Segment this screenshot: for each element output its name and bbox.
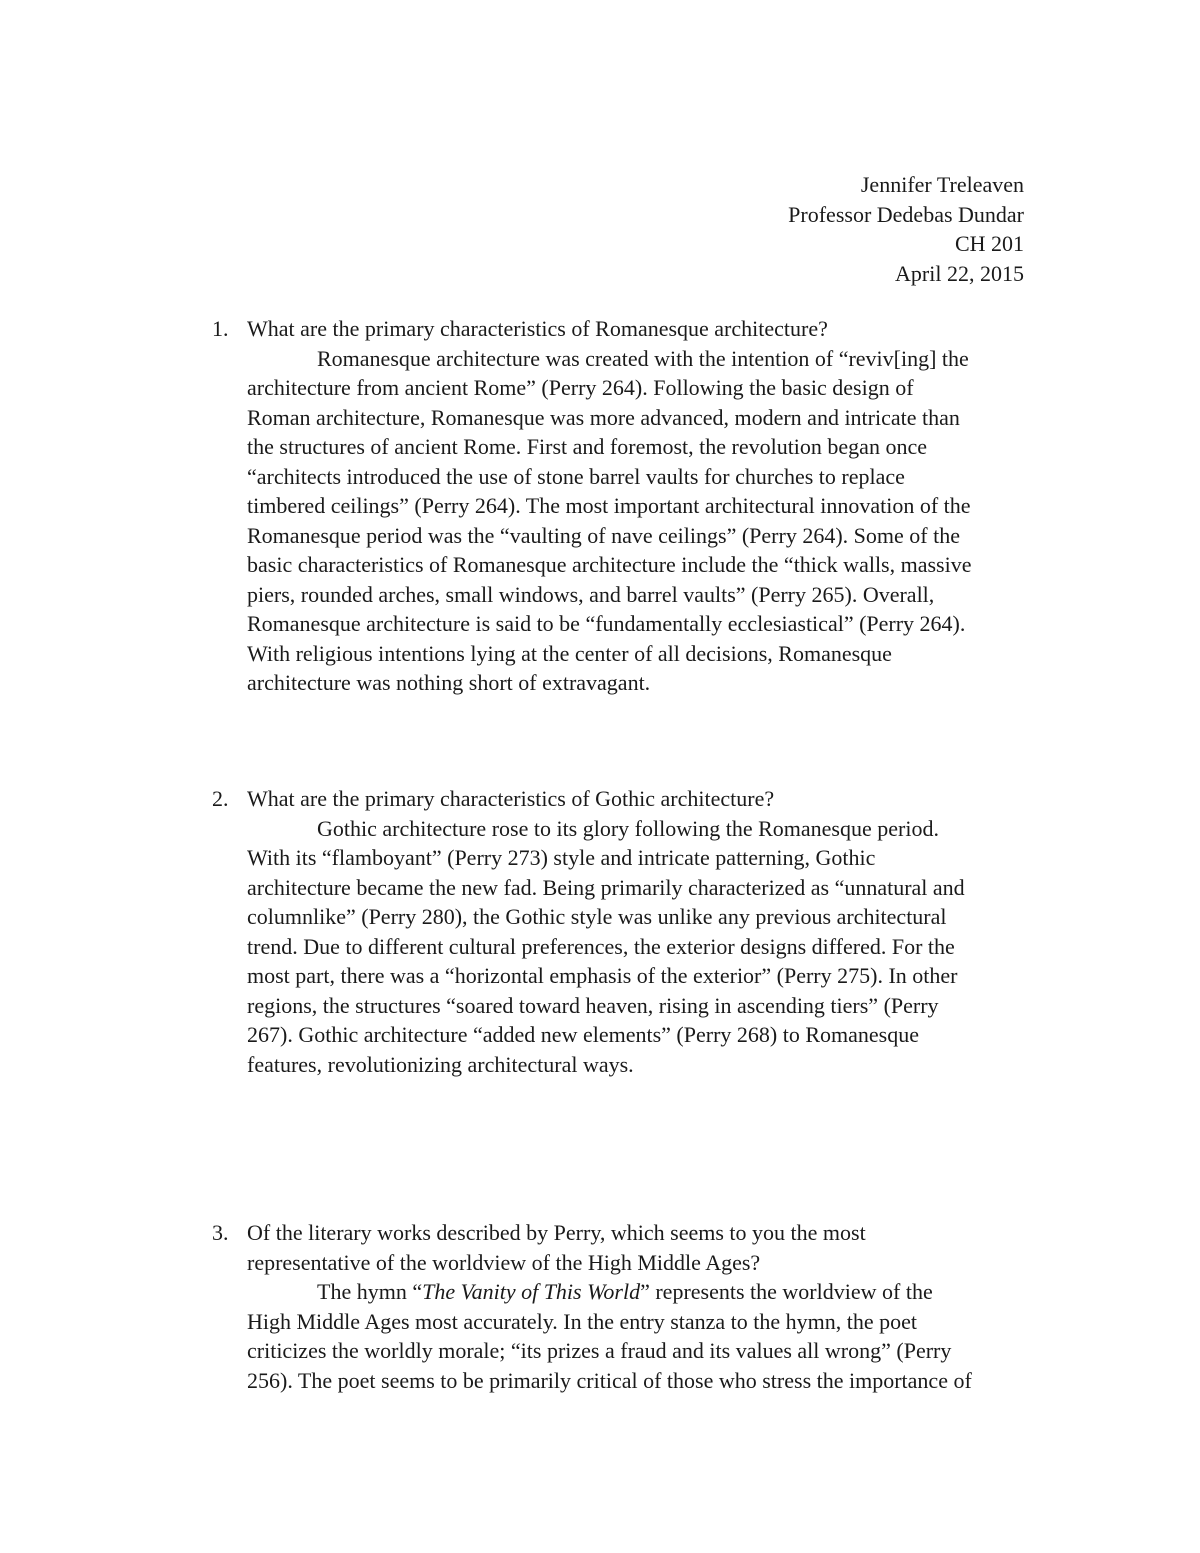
question-number: 1. — [212, 316, 229, 341]
question-prompt: What are the primary characteristics of Gothic architecture? — [247, 786, 775, 811]
course-code: CH 201 — [954, 231, 1024, 256]
question-answer: Gothic architecture rose to its glory following the Romanesque period. With its “flamboyant” (Perry 273) style and intricate patterning, Gothic architecture became the new fad. Being primarily characterized as “unnatural and columnlike” (Perry 280), the Gothic style was unlike any previous architectural trend. Due to different cultural preferences, the exterior designs differed. For the most part, there was a “horizontal emphasis of the exterior” (Perry 275). In other regions, the structures “soared toward heaven, rising in ascending tiers” (Perry 267). Gothic architecture “added new elements” (Perry 268) to Romanesque features, revolutionizing architectural ways. — [247, 815, 965, 1077]
question-body — [247, 784, 1037, 1079]
question-prompt: What are the primary characteristics of Romanesque architecture? — [247, 316, 828, 341]
question-answer: Romanesque architecture was created with the intention of “reviv[ing] the architecture from ancient Rome” (Perry 264). Following the basic design of Roman architecture, Romanesque was more advanced, modern and intricate than the structures of ancient Rome. First and foremost, the revolution began once “architects introduced the use of stone barrel vaults for churches to replace timbered ceilings” (Perry 264). The most important architectural innovation of the Romanesque period was the “vaulting of nave ceilings” (Perry 264). Some of the basic characteristics of Romanesque architecture include the “thick walls, massive piers, rounded arches, small windows, and barrel vaults” (Perry 265). Overall, Romanesque architecture is said to be “fundamentally ecclesiastical” (Perry 264). With religious intentions lying at the center of all decisions, Romanesque architecture was nothing short of extravagant. — [247, 345, 972, 695]
question-number: 2. — [212, 786, 229, 811]
question-body — [247, 314, 1037, 698]
hymn-title: The Vanity of This World — [422, 1279, 641, 1304]
document-header — [788, 170, 1024, 288]
document-date: April 22, 2015 — [895, 260, 1024, 286]
professor-name: Professor Dedebas Dundar — [788, 201, 1024, 227]
question-number: 3. — [212, 1220, 229, 1245]
author-name: Jennifer Treleaven — [860, 172, 1024, 197]
question-answer: The hymn “The Vanity of This World” represents the worldview of the High Middle Ages most accurately. In the entry stanza to the hymn, the poet criticizes the worldly morale; “its prizes a fraud and its values all wrong” (Perry 256). The poet seems to be primarily critical of those who stress the importance of — [247, 1277, 1037, 1395]
answer-first-line: The hymn “The Vanity of This World” represents the worldview of the — [317, 1279, 933, 1304]
question-prompt: Of the literary works described by Perry, which seems to you the most representative of the worldview of the High Middle Ages? — [247, 1220, 866, 1275]
question-body — [247, 1218, 1037, 1395]
